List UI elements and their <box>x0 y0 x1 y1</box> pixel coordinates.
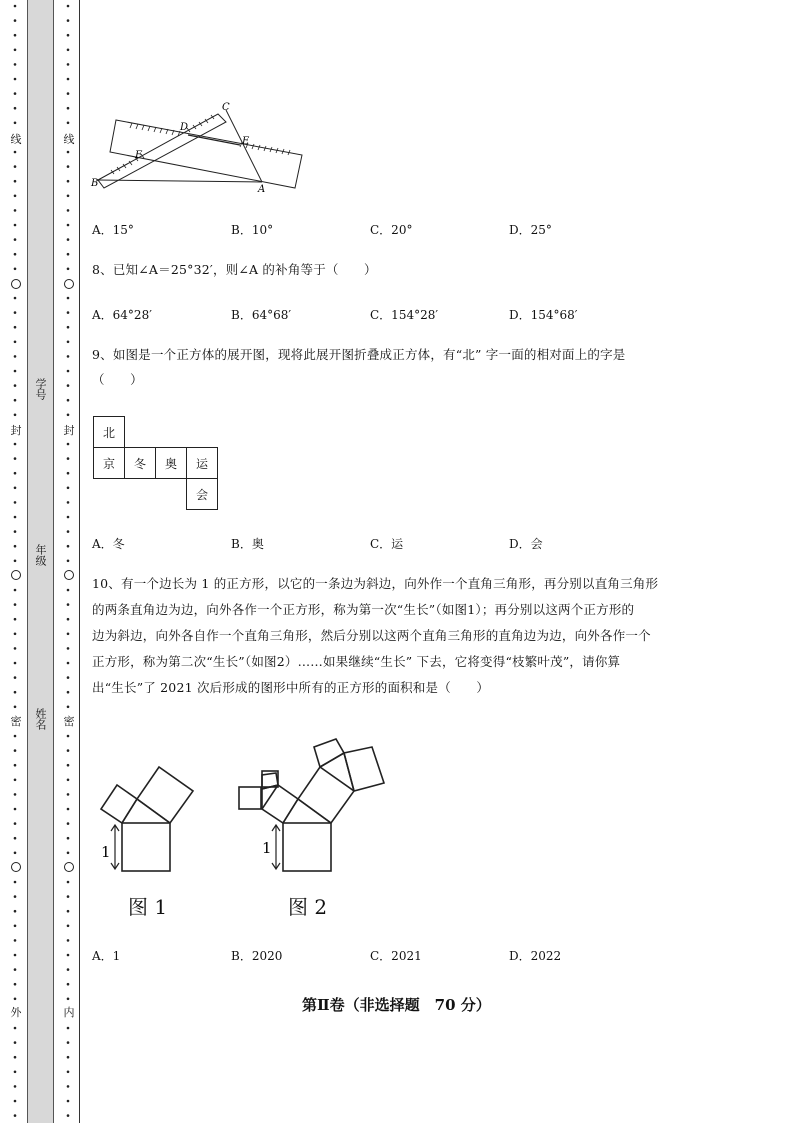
margin-dot <box>14 370 17 373</box>
margin-dot <box>14 399 17 402</box>
margin-dot <box>67 618 70 621</box>
margin-circle <box>64 862 74 872</box>
margin-dot <box>67 1114 70 1117</box>
margin-dot <box>14 939 17 942</box>
margin-dot <box>14 165 17 168</box>
figure-1-label: 图 1 <box>128 895 168 919</box>
margin-dot <box>14 925 17 928</box>
margin-dot <box>14 297 17 300</box>
margin-dot <box>14 472 17 475</box>
margin-dot <box>14 647 17 650</box>
margin-dot <box>14 326 17 329</box>
margin-dot <box>14 268 17 271</box>
margin-dot <box>14 5 17 8</box>
margin-dot <box>14 341 17 344</box>
margin-dot <box>67 501 70 504</box>
margin-dot <box>67 516 70 519</box>
q9-option-d: D．会 <box>509 537 543 551</box>
margin-dot <box>14 910 17 913</box>
margin-dot <box>14 1071 17 1074</box>
margin-dot <box>14 560 17 563</box>
margin-dot <box>67 355 70 358</box>
margin-label-feng-inner: 封 <box>63 424 75 437</box>
margin-dot <box>67 676 70 679</box>
margin-dot <box>67 764 70 767</box>
margin-dot <box>67 895 70 898</box>
margin-dot <box>67 63 70 66</box>
margin-dot <box>67 1100 70 1103</box>
margin-circle <box>11 862 21 872</box>
margin-dot <box>14 676 17 679</box>
margin-dot <box>67 311 70 314</box>
margin-label-xian-outer: 线 <box>10 133 22 146</box>
q7-option-c: C．20° <box>370 223 413 237</box>
margin-dot <box>67 209 70 212</box>
margin-dot <box>14 19 17 22</box>
margin-dot <box>67 603 70 606</box>
q10-option-b: B．2020 <box>231 949 283 963</box>
margin-dot <box>67 662 70 665</box>
margin-dot <box>14 691 17 694</box>
margin-dot <box>14 530 17 533</box>
margin-dot <box>67 998 70 1001</box>
margin-dot <box>14 253 17 256</box>
margin-dot <box>67 881 70 884</box>
margin-dot <box>67 530 70 533</box>
margin-dot <box>14 414 17 417</box>
margin-dot <box>14 1114 17 1117</box>
margin-dot <box>14 793 17 796</box>
margin-dot <box>14 209 17 212</box>
section-title: 第Ⅱ卷（非选择题 70 分） <box>302 996 491 1014</box>
q9-option-a: A．冬 <box>92 537 125 551</box>
margin-dot <box>14 998 17 1001</box>
margin-dot <box>14 92 17 95</box>
margin-dot <box>14 195 17 198</box>
margin-dot <box>67 341 70 344</box>
margin-dot <box>14 516 17 519</box>
q10-option-d: D．2022 <box>509 949 562 963</box>
q7-point-a: A <box>258 184 266 195</box>
margin-label-mi-outer: 密 <box>10 715 22 728</box>
q10-text-line2: 的两条直角边为边，向外各作一个正方形，称为第一次“生长”（如图1）；再分别以这两个正方形的 <box>92 602 635 617</box>
margin-dot <box>67 297 70 300</box>
q10-option-a: A．1 <box>92 949 121 963</box>
margin-dot <box>14 706 17 709</box>
margin-dot <box>14 545 17 548</box>
margin-dot <box>67 253 70 256</box>
q10-text-line5: 出“生长”了 2021 次后形成的图形中所有的正方形的面积和是（ ） <box>92 680 490 695</box>
margin-dot <box>14 852 17 855</box>
q7-point-b: B <box>91 178 99 189</box>
q7-point-e: E <box>242 136 250 147</box>
margin-dot <box>67 822 70 825</box>
margin-dot <box>14 311 17 314</box>
margin-dot <box>14 1056 17 1059</box>
margin-dot <box>67 1085 70 1088</box>
margin-dot <box>67 384 70 387</box>
margin-dot <box>14 968 17 971</box>
margin-dot <box>67 1056 70 1059</box>
margin-label-nei: 内 <box>63 1006 75 1019</box>
margin-dot <box>67 122 70 125</box>
margin-dot <box>67 939 70 942</box>
margin-dot <box>67 78 70 81</box>
margin-dot <box>14 78 17 81</box>
net-cell-ao: 奥 <box>156 448 187 479</box>
margin-dot <box>14 63 17 66</box>
margin-dot <box>14 983 17 986</box>
margin-dot <box>67 165 70 168</box>
margin-dot <box>67 589 70 592</box>
margin-dot <box>67 326 70 329</box>
q9-text-line2: （ ） <box>92 372 143 387</box>
margin-dot <box>14 1100 17 1103</box>
q7-option-d: D．25° <box>509 223 552 237</box>
margin-dot <box>67 647 70 650</box>
q8-text: 8、已知∠A＝25°32′，则∠A 的补角等于（ ） <box>92 262 377 277</box>
margin-dot <box>14 589 17 592</box>
margin-dot <box>67 370 70 373</box>
margin-dot <box>14 384 17 387</box>
net-cell-jing: 京 <box>94 448 125 479</box>
margin-dot <box>67 1027 70 1030</box>
net-cell-dong: 冬 <box>125 448 156 479</box>
margin-dot <box>14 764 17 767</box>
margin-circle <box>64 279 74 289</box>
margin-dot <box>14 1027 17 1030</box>
margin-dot <box>67 5 70 8</box>
margin-dot <box>14 603 17 606</box>
margin-dot <box>14 49 17 52</box>
figure-2-label: 图 2 <box>288 895 328 919</box>
margin-dot <box>14 808 17 811</box>
q8-option-a: A．64°28′ <box>92 308 152 322</box>
q9-text-line1: 9、如图是一个正方体的展开图，现将此展开图折叠成正方体，有“北” 字一面的相对面上的字是 <box>92 347 626 362</box>
margin-dot <box>14 487 17 490</box>
margin-dot <box>14 954 17 957</box>
margin-dot <box>67 34 70 37</box>
q10-option-c: C．2021 <box>370 949 422 963</box>
q7-ruler-figure <box>90 98 310 196</box>
figure-2-side-label: 1 <box>262 839 272 857</box>
margin-circle <box>11 570 21 580</box>
figure-1-side-label: 1 <box>101 843 111 861</box>
q7-point-f: F <box>135 150 142 161</box>
net-cell-yun: 运 <box>187 448 218 479</box>
margin-dot <box>14 355 17 358</box>
margin-circle <box>64 570 74 580</box>
q7-option-a: A．15° <box>92 223 134 237</box>
margin-dot <box>67 180 70 183</box>
q7-point-d: D <box>180 122 189 133</box>
margin-dot <box>67 983 70 986</box>
margin-dot <box>67 793 70 796</box>
margin-dot <box>67 107 70 110</box>
margin-dot <box>14 633 17 636</box>
margin-dot <box>14 107 17 110</box>
margin-dot <box>67 1071 70 1074</box>
margin-dot <box>67 224 70 227</box>
margin-dot <box>14 443 17 446</box>
q9-option-c: C．运 <box>370 537 404 551</box>
margin-dot <box>67 399 70 402</box>
margin-dot <box>14 662 17 665</box>
margin-dot <box>67 808 70 811</box>
margin-dot <box>67 151 70 154</box>
margin-dot <box>67 735 70 738</box>
margin-label-mi-inner: 密 <box>63 715 75 728</box>
q10-text-line4: 正方形，称为第二次“生长”（如图2）……如果继续“生长” 下去，它将变得“枝繁叶茂”，请你算 <box>92 654 621 669</box>
margin-dot <box>67 238 70 241</box>
margin-dot <box>14 122 17 125</box>
margin-dot <box>67 1041 70 1044</box>
margin-dot <box>67 443 70 446</box>
q9-option-b: B．奥 <box>231 537 264 551</box>
margin-label-xian-inner: 线 <box>63 133 75 146</box>
margin-dot <box>67 545 70 548</box>
q7-option-b: B．10° <box>231 223 274 237</box>
margin-dot <box>67 49 70 52</box>
margin-dot <box>67 457 70 460</box>
field-student-id: 学号 <box>34 378 47 400</box>
margin-dot <box>67 968 70 971</box>
margin-dot <box>67 749 70 752</box>
margin-dot <box>67 92 70 95</box>
margin-dot <box>14 34 17 37</box>
margin-dot <box>67 414 70 417</box>
margin-circle <box>11 279 21 289</box>
q7-point-c: C <box>222 102 230 113</box>
figure-1-tree <box>95 765 200 875</box>
field-grade: 年级 <box>34 544 47 566</box>
q10-text-line3: 边为斜边，向外各自作一个直角三角形，然后分别以这两个直角三角形的直角边为边，向外各作一个 <box>92 628 651 643</box>
margin-dot <box>14 457 17 460</box>
margin-dot <box>67 560 70 563</box>
margin-dot <box>67 19 70 22</box>
margin-dot <box>67 633 70 636</box>
margin-dot <box>67 691 70 694</box>
margin-dot <box>67 925 70 928</box>
margin-dot <box>67 779 70 782</box>
margin-dot <box>67 852 70 855</box>
margin-dot <box>14 238 17 241</box>
net-cell-bei: 北 <box>94 417 125 448</box>
margin-dot <box>67 268 70 271</box>
q8-option-b: B．64°68′ <box>231 308 292 322</box>
margin-dot <box>14 618 17 621</box>
cube-net <box>93 416 218 510</box>
margin-dot <box>14 1085 17 1088</box>
margin-dot <box>14 151 17 154</box>
margin-dot <box>14 180 17 183</box>
margin-label-wai: 外 <box>10 1006 22 1019</box>
margin-dot <box>14 881 17 884</box>
margin-dot <box>14 837 17 840</box>
margin-dot <box>67 837 70 840</box>
margin-dot <box>14 735 17 738</box>
q8-option-c: C．154°28′ <box>370 308 439 322</box>
margin-dot <box>14 895 17 898</box>
margin-dot <box>14 501 17 504</box>
margin-dot <box>67 954 70 957</box>
margin-dot <box>14 822 17 825</box>
margin-dot <box>14 1041 17 1044</box>
q10-text-line1: 10、有一个边长为 1 的正方形，以它的一条边为斜边，向外作一个直角三角形，再分别以直角三角形 <box>92 576 659 591</box>
margin-label-feng-outer: 封 <box>10 424 22 437</box>
margin-dot <box>67 910 70 913</box>
margin-dot <box>67 706 70 709</box>
margin-dot <box>14 779 17 782</box>
figure-2-tree <box>232 735 392 875</box>
margin-dot <box>14 224 17 227</box>
q8-option-d: D．154°68′ <box>509 308 578 322</box>
field-name: 姓名 <box>34 708 47 730</box>
net-cell-hui: 会 <box>187 479 218 510</box>
margin-dot <box>67 195 70 198</box>
margin-dot <box>67 472 70 475</box>
margin-dot <box>14 749 17 752</box>
margin-dot <box>67 487 70 490</box>
